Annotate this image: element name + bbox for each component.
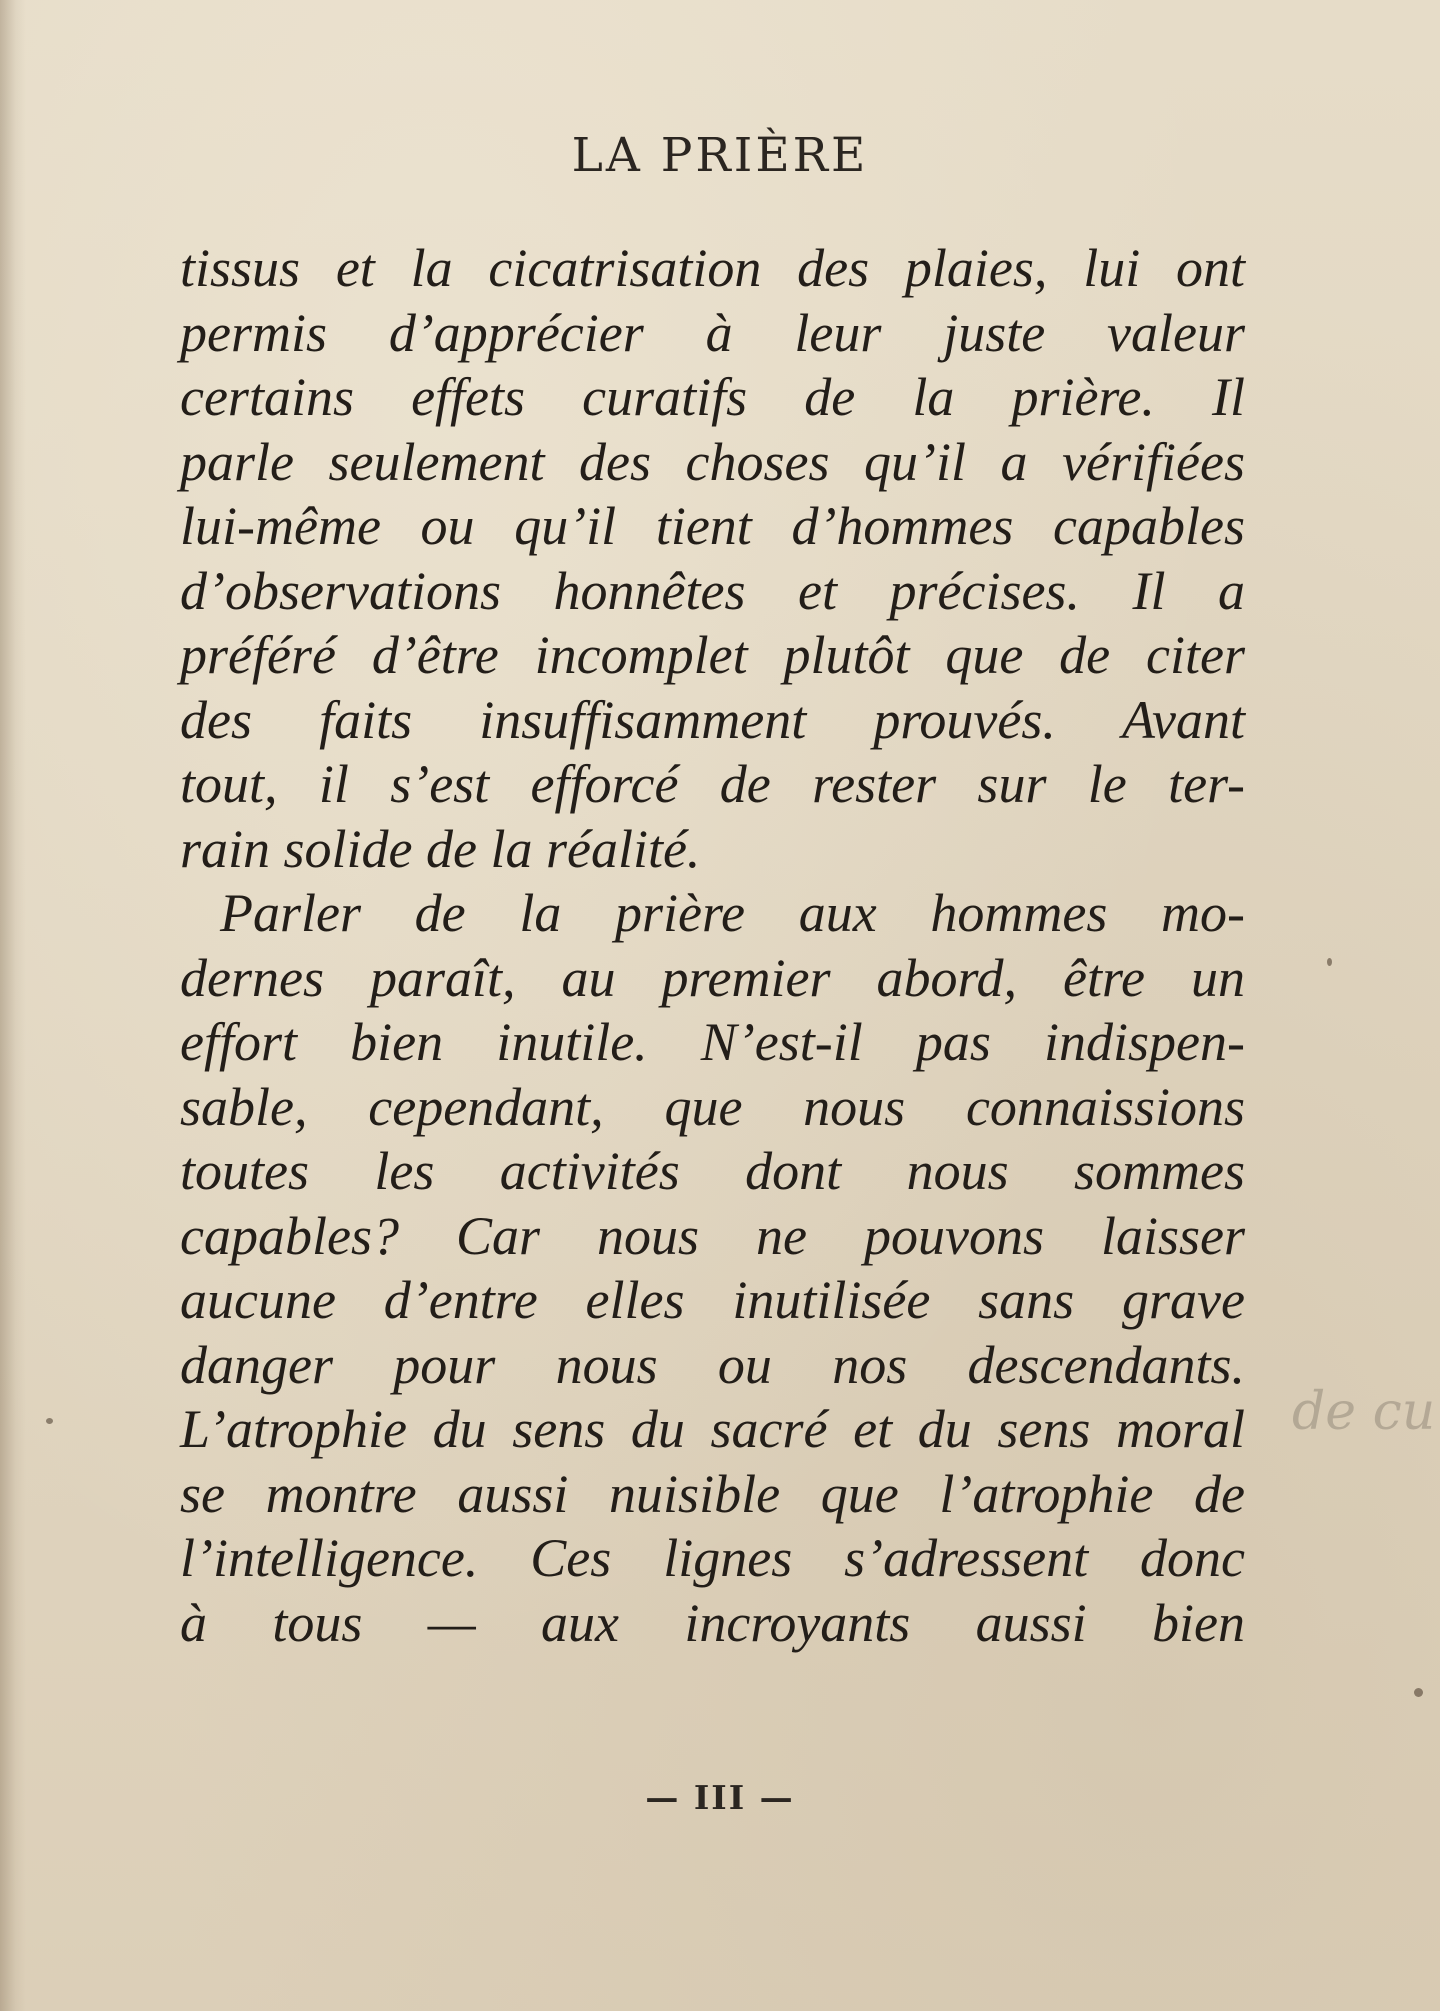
binding-shadow <box>0 0 26 2011</box>
text-line: danger pour nous ou nos descendants. <box>180 1334 1245 1395</box>
text-line: capables? Car nous ne pouvons laisser <box>180 1205 1245 1266</box>
body-text <box>180 236 1245 1655</box>
pencil-margin-note: de cu <box>1292 1382 1436 1442</box>
text-line: parle seulement des choses qu’il a vérifiées <box>180 431 1245 492</box>
text-line: d’observations honnêtes et précises. Il a <box>180 560 1245 621</box>
text-line: rain solide de la réalité. <box>180 818 701 879</box>
text-line: l’intelligence. Ces lignes s’adressent donc <box>180 1528 1245 1588</box>
page-number: — III — <box>645 1778 795 1817</box>
text-line: à tous — aux incroyants aussi bien <box>180 1592 1245 1653</box>
text-line: toutes les activités dont nous sommes <box>180 1141 1245 1201</box>
text-line: permis d’apprécier à leur juste valeur <box>180 302 1245 363</box>
paper-speck <box>46 1418 53 1424</box>
paper-speck <box>1414 1688 1423 1697</box>
paper-speck <box>1327 958 1332 966</box>
text-line: certains effets curatifs de la prière. Il <box>180 367 1245 427</box>
text-line: Parler de la prière aux hommes mo- <box>220 883 1245 943</box>
text-line: tout, il s’est efforcé de rester sur le ter- <box>180 754 1245 814</box>
text-line: tissus et la cicatrisation des plaies, lui ont <box>180 238 1245 298</box>
text-line: des faits insuffisamment prouvés. Avant <box>180 689 1245 750</box>
text-line: L’atrophie du sens du sacré et du sens moral <box>180 1399 1245 1459</box>
text-line: effort bien inutile. N’est-il pas indispen- <box>180 1012 1245 1072</box>
text-line: lui-même ou qu’il tient d’hommes capables <box>180 496 1245 556</box>
text-line: se montre aussi nuisible que l’atrophie de <box>180 1463 1245 1524</box>
text-line: préféré d’être incomplet plutôt que de citer <box>180 625 1245 685</box>
text-line: dernes paraît, au premier abord, être un <box>180 947 1245 1008</box>
text-line: sable, cependant, que nous connaissions <box>180 1076 1245 1137</box>
running-head: LA PRIÈRE <box>571 128 869 183</box>
text-line: aucune d’entre elles inutilisée sans grave <box>180 1270 1245 1330</box>
